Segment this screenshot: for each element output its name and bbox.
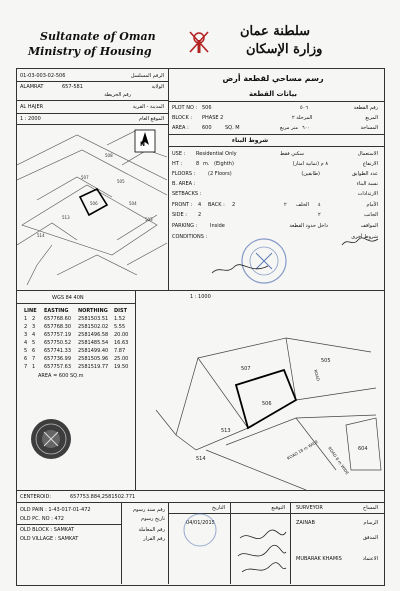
- front-value-ar: ٤: [318, 202, 321, 208]
- coordinate-cell: 19.50: [114, 364, 129, 370]
- setbacks-label-ar: الارتدادات: [357, 191, 378, 197]
- coordinate-cell: 2581485.54: [78, 340, 109, 346]
- coordinate-cell: 25.00: [114, 356, 129, 362]
- loc-plot-label: 505: [117, 179, 125, 184]
- detail-road-label: ROAD 8 m WIDE: [327, 445, 351, 476]
- area-label-ar: المساحة: [360, 125, 378, 131]
- detail-plot-label: 507: [241, 366, 251, 372]
- location-map-scale: 1 : 2000: [20, 116, 41, 122]
- height-value-ar: ٨ م (ثمانية امتار): [292, 161, 328, 167]
- detail-plot-label: 513: [221, 428, 231, 434]
- coordinate-row: [24, 339, 132, 347]
- old-plot-number: OLD PC. NO : 472: [20, 516, 64, 522]
- serial-label-ar: الرقم المسلسل: [130, 73, 164, 79]
- area-label: AREA :: [172, 125, 189, 131]
- area-value-ar: ٦٠٠: [302, 125, 311, 131]
- date-header-ar: التاريخ: [212, 505, 225, 511]
- coordinate-cell: 1: [24, 316, 28, 322]
- height-value: 8: [196, 161, 200, 167]
- checker-label-ar: المدقق: [363, 535, 378, 541]
- coordinate-cell: 2581505.96: [78, 356, 109, 362]
- old-village: OLD VILLAGE : SAMKAT: [20, 536, 79, 542]
- coordinate-cell: 4: [32, 332, 36, 338]
- block-label: BLOCK :: [172, 115, 193, 121]
- oman-emblem-icon: [186, 28, 212, 56]
- coordinate-cell: 657736.99: [44, 356, 72, 362]
- coordinate-cell: 5.55: [114, 324, 126, 330]
- approval-label-ar: الاعتماد: [362, 556, 378, 562]
- use-value: Residential Only: [196, 151, 237, 157]
- centeroid-value: 657753.884,2581502.771: [70, 494, 136, 500]
- wilayat-label-ar: الولاية: [151, 84, 164, 90]
- parking-value: Inside: [210, 223, 225, 229]
- area-unit-ar: متر مربع: [280, 125, 299, 131]
- surveyor-header-ar: المساح: [362, 505, 378, 511]
- parking-value-ar: داخل حدود القطعة: [289, 223, 328, 229]
- plot-no-label: PLOT NO :: [172, 105, 198, 111]
- building-area-label: B. AREA :: [172, 181, 196, 187]
- ministry-seal-icon: [30, 418, 72, 460]
- use-label: USE :: [172, 151, 186, 157]
- detail-map-scale: 1 : 1000: [190, 294, 211, 300]
- loc-plot-label: 508: [105, 153, 113, 158]
- surveyor-header: SURVEYOR: [296, 505, 323, 511]
- building-area-label-ar: نسبة البناء: [356, 181, 378, 187]
- coordinate-cell: 2581519.77: [78, 364, 109, 370]
- transaction-number-label-ar: رقم المعاملة: [138, 527, 165, 533]
- coordinate-cell: 657750.52: [44, 340, 72, 346]
- side-value: 2: [198, 212, 202, 218]
- use-value-ar: سكني فقط: [280, 151, 304, 157]
- handwriting-scribble-icon: [210, 262, 270, 276]
- ministry-heading: Ministry of Housing: [28, 45, 152, 58]
- coordinate-cell: 7: [32, 356, 36, 362]
- coordinate-cell: 2581503.51: [78, 316, 109, 322]
- coordinates-table: [24, 307, 132, 380]
- detail-plot-label: 506: [262, 401, 272, 407]
- arabic-ministry-heading: وزارة الإسكان: [246, 42, 323, 57]
- coordinate-cell: 16.63: [114, 340, 129, 346]
- fees-number-label-ar: رقم سند رسوم: [133, 507, 165, 513]
- signature-header-ar: التوقيع: [271, 505, 285, 511]
- coordinate-cell: 3: [24, 332, 28, 338]
- plot-no-value: 506: [202, 105, 212, 111]
- block-value: PHASE 2: [202, 115, 224, 121]
- col-header-northing: NORTHING: [78, 308, 108, 314]
- front-label-ar: الأمام: [366, 202, 378, 208]
- back-value-ar: ٢: [284, 202, 287, 208]
- coordinate-cell: 1: [32, 364, 36, 370]
- loc-plot-label: 503: [145, 217, 153, 222]
- map-number: 657-581: [62, 84, 83, 90]
- north-arrow-label: N: [140, 141, 146, 148]
- front-value: 4: [198, 202, 202, 208]
- loc-plot-label: 506: [90, 201, 98, 206]
- floors-value: (2 Floors): [208, 171, 232, 177]
- col-header-easting: EASTING: [44, 308, 69, 314]
- block-value-ar: المرحلة ٢: [292, 115, 313, 121]
- back-label-ar: الخلف: [296, 202, 309, 208]
- coordinate-cell: 3: [32, 324, 36, 330]
- col-header-line: LINE: [24, 308, 37, 314]
- height-label: HT :: [172, 161, 183, 167]
- parking-label: PARKING :: [172, 223, 198, 229]
- floors-label-ar: عدد الطوابق: [352, 171, 378, 177]
- detail-plot-label: 604: [358, 446, 368, 452]
- coordinate-row: [24, 355, 132, 363]
- survey-date: 04/01/2015: [186, 520, 215, 526]
- coordinate-cell: 2581499.40: [78, 348, 109, 354]
- loc-plot-label: 507: [81, 175, 89, 180]
- detail-plot-label: 514: [196, 456, 206, 462]
- use-label-ar: الاستعمال: [357, 151, 378, 157]
- front-label: FRONT :: [172, 202, 193, 208]
- coordinate-datum: WGS 84 40N: [52, 295, 84, 301]
- village-value: AL HAJER: [20, 104, 44, 110]
- floors-label: FLOORS :: [172, 171, 196, 177]
- old-pain: OLD PAIN : 1-43-017-01-472: [20, 507, 91, 513]
- col-header-dist: DIST: [114, 308, 128, 314]
- official-stamp-icon: [236, 236, 292, 286]
- coordinate-cell: 4: [24, 340, 28, 346]
- height-unit: m.: [203, 161, 210, 167]
- parking-label-ar: المواقف: [360, 223, 378, 229]
- coordinate-cell: 2581502.02: [78, 324, 109, 330]
- back-label: BACK :: [208, 202, 225, 208]
- old-block: OLD BLOCK : SAMKAT: [20, 527, 75, 533]
- side-label-ar: الجانب: [364, 212, 378, 218]
- conditions-label-ar: شروط أخرى: [351, 234, 378, 240]
- side-label: SIDE :: [172, 212, 187, 218]
- area-value: 600: [202, 125, 212, 131]
- coordinate-cell: 657757.63: [44, 364, 72, 370]
- plot-no-value-ar: ٥٠٦: [300, 105, 309, 111]
- fees-date-label-ar: تاريخ رسوم: [141, 516, 165, 522]
- drafter-label-ar: الرسام: [363, 520, 378, 526]
- detail-plot-label: 505: [321, 358, 331, 364]
- arabic-sultanate-heading: سلطنة عمان: [240, 24, 311, 39]
- coordinate-cell: 2: [32, 316, 36, 322]
- coordinate-cell: 657741.33: [44, 348, 72, 354]
- coordinates-area-total: AREA = 600 SQ.m: [38, 373, 84, 379]
- coordinate-row: [24, 331, 132, 339]
- signatures-scribble-icon: [236, 528, 288, 578]
- coordinate-cell: 5: [24, 348, 28, 354]
- floors-value-ar: (طابقين): [301, 171, 320, 177]
- surveyor-name: ZAINAB: [296, 520, 315, 526]
- signature-scribble-icon: [340, 232, 380, 242]
- setbacks-label: SETBACKS :: [172, 191, 202, 197]
- plot-data-heading-ar: بيانات القطعة: [249, 90, 297, 98]
- date-stamp-icon: [180, 510, 220, 550]
- loc-plot-label: 504: [129, 201, 137, 206]
- coordinate-row: [24, 315, 132, 323]
- approver-name: MUBARAK KHAMIS: [296, 556, 342, 562]
- coordinate-cell: 2581496.58: [78, 332, 109, 338]
- coordinate-cell: 7: [24, 364, 28, 370]
- decision-number-label-ar: رقم القرار: [143, 536, 165, 542]
- form-title-ar: رسم مساحي لقطعة أرض: [222, 74, 324, 83]
- block-label-ar: المربع: [365, 115, 378, 121]
- coordinate-row: [24, 323, 132, 331]
- map-number-label-ar: رقم الخريطة: [104, 92, 131, 98]
- sultanate-heading: Sultanate of Oman: [40, 30, 156, 43]
- back-value: 2: [232, 202, 236, 208]
- location-map: [17, 125, 168, 290]
- side-value-ar: ٢: [318, 212, 321, 218]
- centeroid-label: CENTEROID:: [20, 494, 52, 500]
- location-label-ar: الموقع العام: [139, 116, 164, 122]
- coordinate-cell: 20.00: [114, 332, 129, 338]
- coordinate-cell: 657757.19: [44, 332, 72, 338]
- wilayat-value: ALAMRAT: [20, 84, 44, 90]
- detail-road-label: ROAD 18 m WIDE: [286, 438, 320, 461]
- coordinate-row: [24, 347, 132, 355]
- detail-road-label: ROAD: [313, 368, 321, 382]
- coordinate-cell: 657768.60: [44, 316, 72, 322]
- coordinate-cell: 7.87: [114, 348, 126, 354]
- height-note: (Eighth): [214, 161, 234, 167]
- loc-plot-label: 514: [37, 233, 45, 238]
- coordinate-cell: 6: [32, 348, 36, 354]
- loc-plot-label: 513: [62, 215, 70, 220]
- building-conditions-heading-ar: شروط البناء: [231, 137, 269, 144]
- coordinate-cell: 657768.30: [44, 324, 72, 330]
- coordinate-cell: 2: [24, 324, 28, 330]
- serial-number: 01-03-003-02-506: [20, 73, 66, 79]
- coordinate-cell: 1.52: [114, 316, 126, 322]
- coordinate-cell: 5: [32, 340, 36, 346]
- area-unit: SQ. M: [225, 125, 240, 131]
- coordinate-cell: 6: [24, 356, 28, 362]
- height-label-ar: الارتفاع: [362, 161, 378, 167]
- plot-no-label-ar: رقم القطعة: [353, 105, 378, 111]
- village-label-ar: المدينة - القرية: [132, 104, 164, 110]
- conditions-label: CONDITIONS :: [172, 234, 208, 240]
- coordinate-row: [24, 363, 132, 371]
- detail-map: [136, 300, 383, 490]
